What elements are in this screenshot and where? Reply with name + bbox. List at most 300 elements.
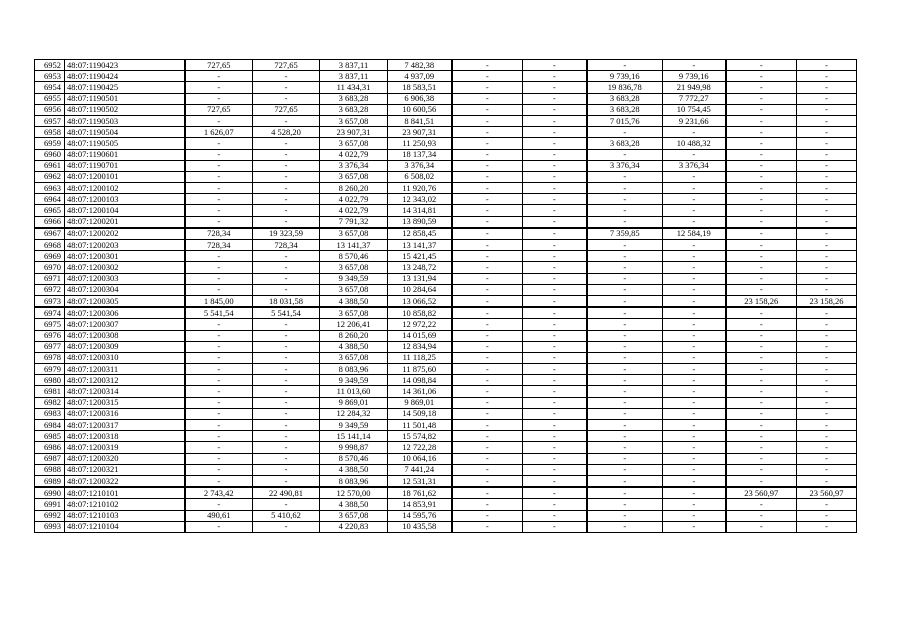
value-cell: - (726, 205, 797, 216)
value-cell: - (726, 420, 797, 431)
value-cell: - (726, 284, 797, 295)
value-cell: - (663, 487, 726, 499)
value-cell: - (452, 487, 523, 499)
value-cell: 10 600,56 (388, 104, 452, 115)
value-cell: - (253, 205, 320, 216)
value-cell: - (663, 60, 726, 71)
row-number-cell: 6954 (35, 82, 65, 93)
value-cell: - (663, 431, 726, 442)
value-cell: - (797, 115, 857, 126)
value-cell: - (663, 205, 726, 216)
value-cell: - (663, 171, 726, 182)
value-cell: - (726, 431, 797, 442)
value-cell: - (523, 319, 587, 330)
value-cell: 3 657,08 (320, 115, 388, 126)
value-cell: - (523, 453, 587, 464)
value-cell: 4 937,09 (388, 71, 452, 82)
table-row (35, 228, 857, 240)
row-number-cell: 6959 (35, 138, 65, 149)
table-row (35, 487, 857, 499)
value-cell: - (726, 216, 797, 228)
row-number-cell: 6966 (35, 216, 65, 228)
cadastral-number-cell: 48:07:1190423 (65, 60, 185, 71)
value-cell: - (185, 205, 253, 216)
row-number-cell: 6955 (35, 93, 65, 104)
value-cell: - (663, 364, 726, 375)
row-number-cell: 6976 (35, 330, 65, 341)
row-number-cell: 6965 (35, 205, 65, 216)
value-cell: - (797, 352, 857, 363)
value-cell: 1 626,07 (185, 127, 253, 138)
value-cell: - (452, 171, 523, 182)
table-row (35, 442, 857, 453)
value-cell: 3 376,34 (320, 160, 388, 171)
value-cell: - (663, 295, 726, 307)
value-cell: 9 349,59 (320, 375, 388, 386)
value-cell: - (587, 216, 663, 228)
value-cell: 23 907,31 (388, 127, 452, 138)
cadastral-number-cell: 48:07:1200311 (65, 364, 185, 375)
value-cell: - (726, 171, 797, 182)
value-cell: 8 570,46 (320, 453, 388, 464)
value-cell: - (185, 375, 253, 386)
value-cell: - (523, 71, 587, 82)
value-cell: - (253, 464, 320, 475)
value-cell: - (523, 82, 587, 93)
value-cell: - (726, 71, 797, 82)
value-cell: 3 683,28 (587, 104, 663, 115)
table-row (35, 319, 857, 330)
value-cell: - (185, 442, 253, 453)
value-cell: - (663, 341, 726, 352)
value-cell: - (797, 262, 857, 273)
value-cell: 8 260,20 (320, 183, 388, 194)
value-cell: - (726, 464, 797, 475)
value-cell: - (663, 499, 726, 510)
value-cell: - (452, 364, 523, 375)
value-cell: - (185, 364, 253, 375)
value-cell: 12 570,00 (320, 487, 388, 499)
value-cell: 4 022,79 (320, 149, 388, 160)
value-cell: - (726, 330, 797, 341)
value-cell: 10 064,16 (388, 453, 452, 464)
value-cell: - (523, 262, 587, 273)
value-cell: - (587, 251, 663, 262)
value-cell: - (797, 464, 857, 475)
value-cell: - (253, 284, 320, 295)
value-cell: 18 583,51 (388, 82, 452, 93)
value-cell: - (185, 341, 253, 352)
value-cell: - (185, 273, 253, 284)
value-cell: - (726, 82, 797, 93)
row-number-cell: 6989 (35, 475, 65, 487)
value-cell: 728,34 (185, 240, 253, 251)
value-cell: - (452, 475, 523, 487)
value-cell: - (523, 464, 587, 475)
value-cell: - (663, 420, 726, 431)
value-cell: - (587, 273, 663, 284)
value-cell: 10 435,58 (388, 521, 452, 532)
value-cell: - (185, 420, 253, 431)
value-cell: - (797, 420, 857, 431)
value-cell: 14 314,81 (388, 205, 452, 216)
table-row (35, 194, 857, 205)
row-number-cell: 6975 (35, 319, 65, 330)
table-row (35, 104, 857, 115)
cadastral-number-cell: 48:07:1200101 (65, 171, 185, 182)
value-cell: - (253, 183, 320, 194)
value-cell: 4 388,50 (320, 464, 388, 475)
cadastral-number-cell: 48:07:1210104 (65, 521, 185, 532)
row-number-cell: 6986 (35, 442, 65, 453)
value-cell: - (523, 352, 587, 363)
value-cell: - (452, 307, 523, 319)
value-cell: 11 250,93 (388, 138, 452, 149)
value-cell: - (587, 341, 663, 352)
row-number-cell: 6982 (35, 397, 65, 408)
table-row (35, 240, 857, 251)
cadastral-number-cell: 48:07:1190601 (65, 149, 185, 160)
value-cell: - (452, 431, 523, 442)
value-cell: - (523, 386, 587, 397)
table-row (35, 82, 857, 93)
value-cell: 7 441,24 (388, 464, 452, 475)
value-cell: - (452, 499, 523, 510)
value-cell: - (663, 397, 726, 408)
value-cell: - (523, 307, 587, 319)
value-cell: 14 015,69 (388, 330, 452, 341)
value-cell: - (452, 82, 523, 93)
row-number-cell: 6973 (35, 295, 65, 307)
value-cell: - (726, 442, 797, 453)
value-cell: - (726, 319, 797, 330)
value-cell: - (797, 521, 857, 532)
value-cell: - (253, 431, 320, 442)
value-cell: 727,65 (253, 60, 320, 71)
cadastral-number-cell: 48:07:1200303 (65, 273, 185, 284)
value-cell: - (797, 93, 857, 104)
row-number-cell: 6978 (35, 352, 65, 363)
value-cell: - (797, 183, 857, 194)
value-cell: - (523, 397, 587, 408)
value-cell: - (587, 487, 663, 499)
table-row (35, 464, 857, 475)
value-cell: - (523, 171, 587, 182)
table-row (35, 352, 857, 363)
table-row (35, 408, 857, 419)
value-cell: 12 584,19 (663, 228, 726, 240)
value-cell: - (663, 262, 726, 273)
value-cell: - (663, 240, 726, 251)
value-cell: 7 359,85 (587, 228, 663, 240)
value-cell: - (253, 364, 320, 375)
value-cell: - (185, 397, 253, 408)
row-number-cell: 6981 (35, 386, 65, 397)
value-cell: - (587, 307, 663, 319)
value-cell: - (523, 228, 587, 240)
value-cell: - (523, 240, 587, 251)
value-cell: - (797, 319, 857, 330)
table-row (35, 262, 857, 273)
cadastral-number-cell: 48:07:1200104 (65, 205, 185, 216)
cadastral-number-cell: 48:07:1200314 (65, 386, 185, 397)
table-row (35, 307, 857, 319)
value-cell: - (452, 160, 523, 171)
row-number-cell: 6983 (35, 408, 65, 419)
value-cell: - (452, 464, 523, 475)
row-number-cell: 6993 (35, 521, 65, 532)
cadastral-number-cell: 48:07:1200316 (65, 408, 185, 419)
value-cell: - (726, 510, 797, 521)
value-cell: - (587, 330, 663, 341)
cadastral-number-cell: 48:07:1200317 (65, 420, 185, 431)
table-row (35, 93, 857, 104)
cadastral-number-cell: 48:07:1200304 (65, 284, 185, 295)
value-cell: - (253, 499, 320, 510)
value-cell: - (587, 397, 663, 408)
value-cell: - (726, 475, 797, 487)
value-cell: - (523, 475, 587, 487)
value-cell: 13 248,72 (388, 262, 452, 273)
row-number-cell: 6977 (35, 341, 65, 352)
value-cell: 10 858,82 (388, 307, 452, 319)
value-cell: - (452, 205, 523, 216)
value-cell: 728,34 (185, 228, 253, 240)
value-cell: - (185, 183, 253, 194)
value-cell: - (185, 499, 253, 510)
value-cell: - (587, 183, 663, 194)
value-cell: - (253, 352, 320, 363)
cadastral-number-cell: 48:07:1190503 (65, 115, 185, 126)
value-cell: - (523, 375, 587, 386)
value-cell: - (452, 375, 523, 386)
value-cell: - (797, 397, 857, 408)
value-cell: 3 657,08 (320, 510, 388, 521)
value-cell: 9 349,59 (320, 273, 388, 284)
value-cell: 11 501,48 (388, 420, 452, 431)
value-cell: - (253, 194, 320, 205)
value-cell: - (663, 216, 726, 228)
value-cell: 12 722,28 (388, 442, 452, 453)
value-cell: - (797, 475, 857, 487)
row-number-cell: 6962 (35, 171, 65, 182)
value-cell: 3 683,28 (587, 93, 663, 104)
value-cell: - (523, 408, 587, 419)
row-number-cell: 6987 (35, 453, 65, 464)
value-cell: - (523, 330, 587, 341)
value-cell: - (523, 273, 587, 284)
value-cell: 727,65 (185, 104, 253, 115)
value-cell: - (797, 251, 857, 262)
value-cell: - (663, 521, 726, 532)
value-cell: - (663, 183, 726, 194)
value-cell: - (663, 375, 726, 386)
table-row (35, 364, 857, 375)
value-cell: - (185, 330, 253, 341)
value-cell: - (253, 341, 320, 352)
value-cell: 23 907,31 (320, 127, 388, 138)
value-cell: - (587, 510, 663, 521)
value-cell: - (587, 521, 663, 532)
value-cell: - (797, 104, 857, 115)
value-cell: - (797, 307, 857, 319)
table-row (35, 127, 857, 138)
value-cell: - (185, 216, 253, 228)
value-cell: - (452, 352, 523, 363)
value-cell: - (253, 93, 320, 104)
value-cell: - (452, 408, 523, 419)
value-cell: - (452, 216, 523, 228)
value-cell: 22 490,81 (253, 487, 320, 499)
value-cell: - (726, 453, 797, 464)
row-number-cell: 6984 (35, 420, 65, 431)
value-cell: 11 434,31 (320, 82, 388, 93)
value-cell: - (797, 284, 857, 295)
value-cell: - (452, 93, 523, 104)
value-cell: - (587, 284, 663, 295)
value-cell: 10 284,64 (388, 284, 452, 295)
value-cell: 14 509,18 (388, 408, 452, 419)
value-cell: - (663, 127, 726, 138)
value-cell: 19 323,59 (253, 228, 320, 240)
value-cell: - (587, 319, 663, 330)
value-cell: - (185, 82, 253, 93)
value-cell: - (726, 499, 797, 510)
value-cell: - (452, 284, 523, 295)
value-cell: - (726, 364, 797, 375)
value-cell: - (523, 216, 587, 228)
row-number-cell: 6990 (35, 487, 65, 499)
value-cell: - (663, 386, 726, 397)
value-cell: - (797, 240, 857, 251)
value-cell: - (797, 375, 857, 386)
table-row (35, 115, 857, 126)
value-cell: - (797, 82, 857, 93)
value-cell: 3 657,08 (320, 262, 388, 273)
cadastral-number-cell: 48:07:1200309 (65, 341, 185, 352)
value-cell: - (523, 487, 587, 499)
value-cell: - (797, 510, 857, 521)
value-cell: - (452, 127, 523, 138)
cadastral-number-cell: 48:07:1200310 (65, 352, 185, 363)
row-number-cell: 6964 (35, 194, 65, 205)
table-row (35, 397, 857, 408)
table-row (35, 453, 857, 464)
value-cell: 3 657,08 (320, 284, 388, 295)
table-row (35, 171, 857, 182)
value-cell: 3 657,08 (320, 228, 388, 240)
row-number-cell: 6979 (35, 364, 65, 375)
value-cell: 4 528,20 (253, 127, 320, 138)
value-cell: - (663, 408, 726, 419)
table-row (35, 205, 857, 216)
value-cell: 728,34 (253, 240, 320, 251)
value-cell: - (452, 71, 523, 82)
value-cell: - (726, 408, 797, 419)
value-cell: 3 657,08 (320, 352, 388, 363)
value-cell: - (797, 330, 857, 341)
cadastral-number-cell: 48:07:1200301 (65, 251, 185, 262)
value-cell: - (253, 375, 320, 386)
cadastral-number-cell: 48:07:1200315 (65, 397, 185, 408)
value-cell: 13 066,52 (388, 295, 452, 307)
cadastral-number-cell: 48:07:1200312 (65, 375, 185, 386)
value-cell: - (253, 475, 320, 487)
value-cell: - (797, 216, 857, 228)
value-cell: - (663, 330, 726, 341)
value-cell: - (587, 149, 663, 160)
value-cell: - (797, 341, 857, 352)
value-cell: - (253, 138, 320, 149)
value-cell: - (523, 138, 587, 149)
value-cell: 3 376,34 (587, 160, 663, 171)
value-cell: 8 841,51 (388, 115, 452, 126)
value-cell: - (253, 82, 320, 93)
value-cell: 9 739,16 (663, 71, 726, 82)
value-cell: 3 683,28 (320, 104, 388, 115)
value-cell: - (797, 149, 857, 160)
value-cell: 727,65 (253, 104, 320, 115)
value-cell: - (663, 510, 726, 521)
value-cell: - (452, 510, 523, 521)
value-cell: - (185, 386, 253, 397)
value-cell: - (726, 240, 797, 251)
cadastral-number-cell: 48:07:1200202 (65, 228, 185, 240)
cadastral-number-cell: 48:07:1200322 (65, 475, 185, 487)
value-cell: - (452, 319, 523, 330)
value-cell: - (587, 453, 663, 464)
value-cell: 3 837,11 (320, 60, 388, 71)
value-cell: - (663, 251, 726, 262)
value-cell: - (587, 499, 663, 510)
value-cell: - (726, 251, 797, 262)
value-cell: - (185, 160, 253, 171)
value-cell: - (726, 183, 797, 194)
value-cell: 7 772,27 (663, 93, 726, 104)
value-cell: 3 376,34 (663, 160, 726, 171)
value-cell: - (587, 475, 663, 487)
table-row (35, 420, 857, 431)
row-number-cell: 6967 (35, 228, 65, 240)
cadastral-number-cell: 48:07:1200103 (65, 194, 185, 205)
table-row (35, 431, 857, 442)
value-cell: - (523, 284, 587, 295)
value-cell: - (452, 251, 523, 262)
value-cell: - (523, 93, 587, 104)
value-cell: - (726, 138, 797, 149)
value-cell: - (663, 149, 726, 160)
table-row (35, 60, 857, 71)
value-cell: - (185, 319, 253, 330)
value-cell: - (587, 352, 663, 363)
value-cell: - (797, 499, 857, 510)
value-cell: 23 560,97 (726, 487, 797, 499)
value-cell: - (523, 149, 587, 160)
value-cell: - (185, 453, 253, 464)
table-row (35, 71, 857, 82)
value-cell: 7 791,32 (320, 216, 388, 228)
cadastral-value-table (34, 59, 857, 533)
value-cell: 3 657,08 (320, 138, 388, 149)
value-cell: 12 834,94 (388, 341, 452, 352)
table-row (35, 138, 857, 149)
value-cell: - (185, 138, 253, 149)
value-cell: - (253, 115, 320, 126)
row-number-cell: 6968 (35, 240, 65, 251)
cadastral-number-cell: 48:07:1200308 (65, 330, 185, 341)
value-cell: - (523, 104, 587, 115)
cadastral-number-cell: 48:07:1210103 (65, 510, 185, 521)
